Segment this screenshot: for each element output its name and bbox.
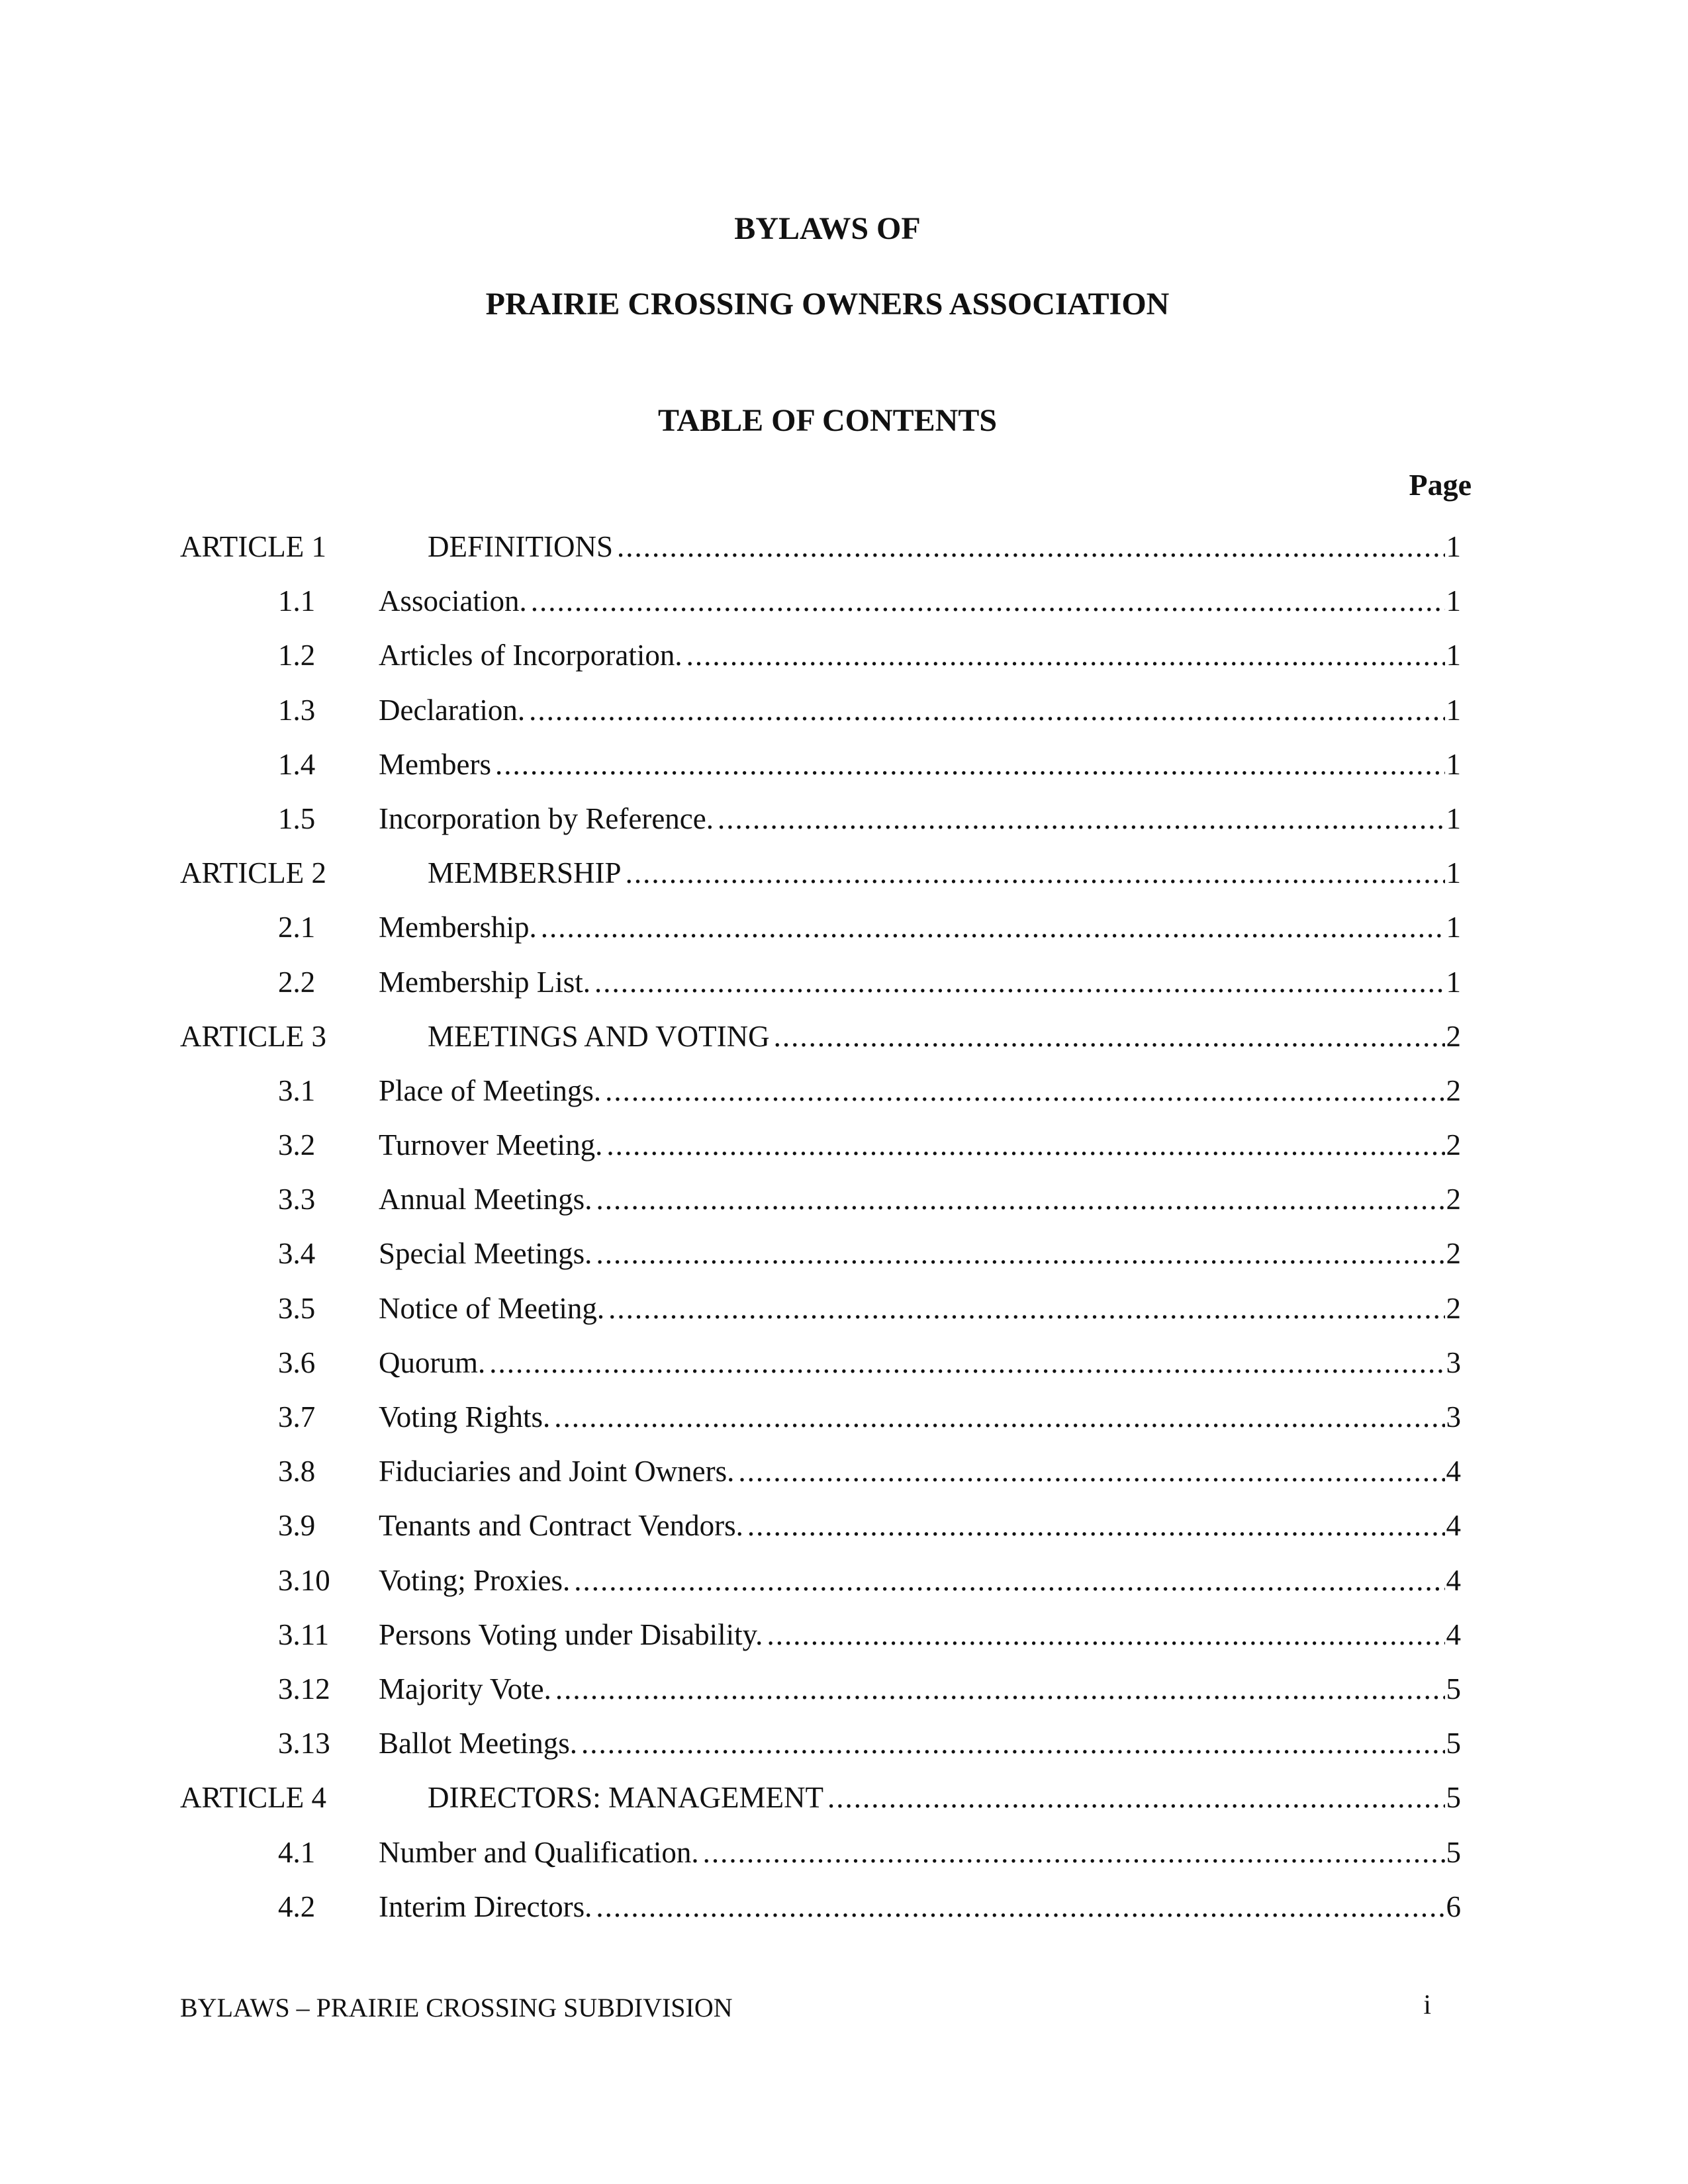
toc-section-row <box>0 1400 1688 1454</box>
page-column-header: Page <box>1409 468 1472 502</box>
toc-entry-number: 4.2 <box>278 1889 316 1923</box>
toc-entry-line <box>379 1508 1461 1543</box>
toc-dot-leader <box>770 1019 1445 1054</box>
toc-entry-page: 4 <box>1446 1509 1461 1543</box>
toc-entry-line <box>379 801 1461 836</box>
toc-entry-label: DEFINITIONS <box>428 530 613 563</box>
toc-section-row <box>0 1672 1688 1726</box>
toc-entry-line <box>379 693 1461 727</box>
toc-entry-label: Majority Vote. <box>379 1672 551 1706</box>
toc-section-row <box>0 1182 1688 1236</box>
table-of-contents <box>0 529 1688 1944</box>
toc-section-row <box>0 1726 1688 1780</box>
toc-entry-page: 4 <box>1446 1563 1461 1597</box>
toc-entry-page: 5 <box>1446 1727 1461 1760</box>
toc-entry-number: 3.6 <box>278 1345 316 1379</box>
toc-entry-line <box>379 1073 1461 1108</box>
toc-entry-number: 4.1 <box>278 1835 316 1869</box>
toc-section-row <box>0 1291 1688 1345</box>
toc-section-row <box>0 747 1688 801</box>
toc-entry-label: Voting Rights. <box>379 1400 551 1433</box>
toc-entry-label: Persons Voting under Disability. <box>379 1617 763 1651</box>
toc-heading: TABLE OF CONTENTS <box>657 403 998 438</box>
toc-entry-number: 2.1 <box>278 911 316 944</box>
toc-section-row <box>0 965 1688 1019</box>
toc-entry-page: 5 <box>1446 1672 1461 1706</box>
toc-entry-number: 1.5 <box>278 801 316 835</box>
toc-dot-leader <box>592 1889 1445 1924</box>
toc-dot-leader <box>699 1835 1445 1870</box>
toc-entry-label: Association. <box>379 584 527 618</box>
toc-entry-line <box>379 1400 1461 1434</box>
toc-entry-page: 2 <box>1446 1183 1461 1216</box>
toc-entry-line <box>379 1236 1461 1271</box>
toc-entry-label: Special Meetings. <box>379 1237 592 1271</box>
toc-section-row <box>0 1128 1688 1182</box>
toc-entry-line <box>379 1563 1461 1598</box>
toc-entry-page: 3 <box>1446 1345 1461 1379</box>
toc-entry-line <box>379 1291 1461 1326</box>
toc-dot-leader <box>525 693 1445 727</box>
toc-dot-leader <box>734 1454 1445 1488</box>
toc-entry-label: Place of Meetings. <box>379 1073 602 1107</box>
toc-dot-leader <box>622 856 1445 890</box>
toc-entry-line <box>379 1128 1461 1162</box>
toc-entry-label: Articles of Incorporation. <box>379 639 682 672</box>
document-title-line-1: BYLAWS OF <box>734 211 921 246</box>
toc-entry-page: 6 <box>1446 1889 1461 1923</box>
toc-entry-label: Membership List. <box>379 965 590 999</box>
toc-entry-number: ARTICLE 2 <box>180 856 327 890</box>
toc-entry-page: 1 <box>1446 965 1461 999</box>
toc-entry-line <box>379 638 1461 672</box>
toc-entry-line <box>428 1780 1461 1815</box>
toc-section-row <box>0 801 1688 856</box>
toc-entry-line <box>379 1835 1461 1870</box>
toc-dot-leader <box>537 910 1445 944</box>
toc-entry-page: 3 <box>1446 1400 1461 1433</box>
toc-entry-line <box>379 1345 1461 1380</box>
toc-dot-leader <box>613 529 1445 564</box>
toc-entry-number: ARTICLE 4 <box>180 1781 327 1815</box>
toc-dot-leader <box>823 1780 1445 1815</box>
toc-entry-label: MEMBERSHIP <box>428 856 622 890</box>
toc-entry-number: 2.2 <box>278 965 316 999</box>
toc-entry-page: 5 <box>1446 1835 1461 1869</box>
toc-section-row <box>0 1073 1688 1128</box>
toc-dot-leader <box>743 1508 1445 1543</box>
toc-entry-page: 2 <box>1446 1128 1461 1162</box>
toc-entry-number: 1.2 <box>278 639 316 672</box>
toc-entry-label: Incorporation by Reference. <box>379 801 714 835</box>
toc-entry-line <box>379 1726 1461 1760</box>
toc-entry-number: 3.10 <box>278 1563 330 1597</box>
toc-dot-leader <box>527 584 1445 618</box>
toc-entry-line <box>379 1672 1461 1706</box>
toc-entry-number: 3.11 <box>278 1617 330 1651</box>
toc-entry-line <box>379 910 1461 944</box>
toc-dot-leader <box>601 1073 1445 1108</box>
toc-section-row <box>0 1617 1688 1672</box>
toc-dot-leader <box>602 1128 1445 1162</box>
toc-entry-number: 3.12 <box>278 1672 330 1706</box>
toc-article-row <box>0 1780 1688 1835</box>
toc-entry-page: 1 <box>1446 747 1461 781</box>
toc-entry-page: 2 <box>1446 1019 1461 1053</box>
toc-dot-leader <box>550 1400 1445 1434</box>
toc-dot-leader <box>592 1236 1445 1271</box>
toc-entry-number: 1.4 <box>278 747 316 781</box>
toc-dot-leader <box>763 1617 1445 1652</box>
toc-section-row <box>0 1345 1688 1400</box>
toc-entry-line <box>379 584 1461 618</box>
toc-entry-number: ARTICLE 3 <box>180 1019 327 1053</box>
toc-entry-number: ARTICLE 1 <box>180 530 327 563</box>
toc-dot-leader <box>590 965 1445 999</box>
toc-dot-leader <box>491 747 1445 782</box>
toc-dot-leader <box>577 1726 1445 1760</box>
toc-dot-leader <box>592 1182 1445 1216</box>
toc-dot-leader <box>714 801 1445 836</box>
toc-entry-number: 1.3 <box>278 693 316 727</box>
toc-entry-label: Quorum. <box>379 1345 486 1379</box>
toc-entry-line <box>379 1889 1461 1924</box>
toc-entry-line <box>379 1182 1461 1216</box>
toc-entry-line <box>379 1617 1461 1652</box>
toc-entry-page: 2 <box>1446 1237 1461 1271</box>
toc-entry-number: 3.5 <box>278 1291 316 1325</box>
toc-article-row <box>0 856 1688 910</box>
toc-section-row <box>0 1835 1688 1889</box>
toc-entry-page: 1 <box>1446 856 1461 890</box>
toc-dot-leader <box>485 1345 1445 1380</box>
toc-entry-line <box>428 529 1461 564</box>
toc-entry-number: 3.7 <box>278 1400 316 1433</box>
toc-section-row <box>0 1508 1688 1563</box>
footer-page-number: i <box>1423 1990 1431 2021</box>
toc-entry-page: 1 <box>1446 911 1461 944</box>
toc-entry-label: MEETINGS AND VOTING <box>428 1019 770 1053</box>
toc-entry-number: 3.9 <box>278 1509 316 1543</box>
toc-section-row <box>0 584 1688 638</box>
toc-entry-page: 1 <box>1446 639 1461 672</box>
toc-entry-label: Fiduciaries and Joint Owners. <box>379 1455 735 1488</box>
toc-section-row <box>0 693 1688 747</box>
toc-entry-label: Annual Meetings. <box>379 1183 592 1216</box>
toc-entry-number: 3.2 <box>278 1128 316 1162</box>
toc-entry-number: 3.13 <box>278 1727 330 1760</box>
toc-entry-label: Interim Directors. <box>379 1889 592 1923</box>
toc-entry-page: 1 <box>1446 693 1461 727</box>
toc-entry-number: 3.4 <box>278 1237 316 1271</box>
toc-entry-label: DIRECTORS: MANAGEMENT <box>428 1781 823 1815</box>
toc-dot-leader <box>570 1563 1445 1598</box>
toc-section-row <box>0 1454 1688 1508</box>
toc-entry-label: Notice of Meeting. <box>379 1291 605 1325</box>
toc-entry-page: 2 <box>1446 1073 1461 1107</box>
toc-entry-line <box>379 747 1461 782</box>
toc-entry-label: Members <box>379 747 491 781</box>
toc-dot-leader <box>604 1291 1445 1326</box>
toc-section-row <box>0 1236 1688 1291</box>
toc-entry-number: 3.1 <box>278 1073 316 1107</box>
toc-article-row <box>0 529 1688 584</box>
toc-entry-label: Number and Qualification. <box>379 1835 699 1869</box>
toc-entry-line <box>379 1454 1461 1488</box>
toc-entry-line <box>428 1019 1461 1054</box>
document-title-line-2: PRAIRIE CROSSING OWNERS ASSOCIATION <box>485 287 1170 322</box>
toc-entry-label: Tenants and Contract Vendors. <box>379 1509 743 1543</box>
toc-entry-number: 3.3 <box>278 1183 316 1216</box>
toc-entry-label: Declaration. <box>379 693 526 727</box>
toc-entry-page: 5 <box>1446 1781 1461 1815</box>
toc-entry-line <box>428 856 1461 890</box>
toc-entry-label: Ballot Meetings. <box>379 1727 577 1760</box>
toc-entry-label: Turnover Meeting. <box>379 1128 603 1162</box>
footer-document-name: BYLAWS – PRAIRIE CROSSING SUBDIVISION <box>180 1993 733 2023</box>
toc-entry-line <box>379 965 1461 999</box>
toc-entry-number: 3.8 <box>278 1455 316 1488</box>
toc-entry-number: 1.1 <box>278 584 316 618</box>
toc-section-row <box>0 638 1688 692</box>
toc-entry-page: 4 <box>1446 1455 1461 1488</box>
toc-entry-page: 1 <box>1446 801 1461 835</box>
toc-section-row <box>0 910 1688 964</box>
toc-entry-page: 4 <box>1446 1617 1461 1651</box>
toc-entry-page: 2 <box>1446 1291 1461 1325</box>
toc-dot-leader <box>551 1672 1445 1706</box>
toc-dot-leader <box>682 638 1445 672</box>
toc-entry-page: 1 <box>1446 584 1461 618</box>
toc-entry-page: 1 <box>1446 530 1461 563</box>
toc-entry-label: Voting; Proxies. <box>379 1563 571 1597</box>
toc-section-row <box>0 1889 1688 1944</box>
toc-entry-label: Membership. <box>379 911 537 944</box>
toc-section-row <box>0 1563 1688 1617</box>
toc-article-row <box>0 1019 1688 1073</box>
